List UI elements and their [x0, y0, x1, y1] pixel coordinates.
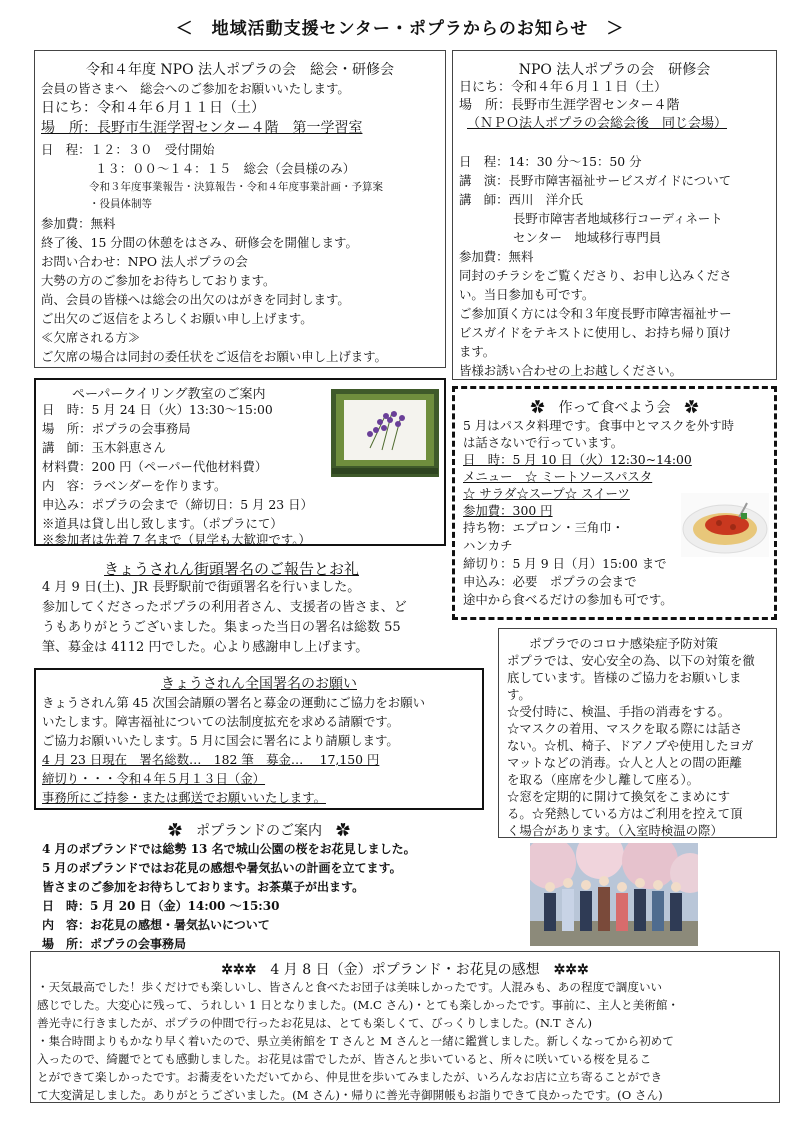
general-meeting-box — [34, 50, 446, 368]
general-meeting-title: 令和４年度 NPO 法人ポプラの会 総会・研修会 — [85, 62, 395, 78]
pl-line: 場 所：ポプラの会事務局 — [42, 937, 187, 951]
hanami-group-photo — [530, 843, 698, 946]
pr-line: 筆、募金は 4112 円でした。心より感謝申し上げます。 — [42, 640, 369, 655]
hm-line: 善光寺に行きましたが、ポプラの仲間で行ったお花見は、とても楽しくて、びっくりしました。(N.T さん) — [37, 1016, 593, 1030]
tr-line: い。当日参加も可です。 — [459, 287, 595, 302]
ck-line: 日 時：5 月 10 日（火）12:30~14:00 — [463, 452, 692, 467]
gm-agenda: 令和３年度事業報告・決算報告・令和４年度事業計画・予算案 — [89, 181, 383, 193]
ck-line: 持ち物：エプロン・三角巾・ — [463, 520, 625, 535]
hanami-box — [30, 951, 780, 1103]
pr-line: 4 月 9 日(土)、JR 長野駅前で街頭署名を行いました。 — [42, 580, 361, 595]
pq-line: いたします。障害福祉についての法制度拡充を求める請願です。 — [42, 714, 400, 729]
pl-line: 皆さまのご参加をお待ちしております。お茶菓子が出ます。 — [42, 880, 365, 894]
petition-request-box — [34, 668, 484, 810]
hm-line: とができて楽しかったです。お蕎麦をいただいてから、仲見世を歩いてみましたが、いろんなお店に立ち寄ることができ — [37, 1070, 663, 1084]
petition-report-title: きょうされん街頭署名のご報告とお礼 — [104, 560, 360, 578]
star-icon: ✲✲✲ — [539, 962, 589, 978]
co-line: マットなどの消毒。☆人と人との間の距離 — [507, 755, 742, 770]
hm-line: ・集合時間よりもかなり早く着いたので、県立美術館を T さんと M さんと一緒に鑑賞しました。新しくなってから初めて — [37, 1034, 674, 1048]
ck-line: 申込み：必要 ポプラの会まで — [463, 574, 637, 589]
ql-line: 申込み：ポプラの会まで（締切日：5 月 23 日） — [42, 497, 313, 512]
tr-line: 日 程：14：30 分～15：50 分 — [459, 154, 642, 169]
ck-line: 5 月はパスタ料理です。食事中とマスクを外す時 — [463, 418, 735, 433]
gm-agenda: ・役員体制等 — [89, 198, 152, 210]
co-line: ☆窓を定期的に開けて換気をこまめにす — [507, 789, 731, 804]
ql-line: 内 容：ラベンダーを作ります。 — [42, 478, 227, 493]
tr-line: ます。 — [459, 344, 496, 359]
gm-date: 日にち：令和４年６月１１日（土） — [41, 100, 265, 116]
co-line: ない。☆机、椅子、ドアノブや使用したヨガ — [507, 738, 754, 753]
tr-date: 日にち：令和４年６月１１日（土） — [459, 80, 668, 95]
tr-line: ご参加頂く方には令和３年度長野市障害福祉サー — [459, 306, 732, 321]
flower-icon: ✿ — [670, 400, 699, 416]
gm-line: ご欠席の場合は同封の委任状をご返信をお願い申し上げます。 — [41, 349, 387, 364]
hanami-title: 4 月 8 日（金）ポプランド・お花見の感想 — [270, 962, 540, 978]
co-line: る。☆発熱している方はご利用を控えて頂 — [507, 806, 743, 821]
gm-place: 場 所：長野市生涯学習センター４階 第一学習室 — [41, 120, 363, 136]
corona-box — [498, 628, 777, 838]
ql-line: ※道具は貸し出し致します。（ポプラにて） — [42, 516, 283, 531]
ql-line: 講 師：玉木斜恵さん — [42, 440, 166, 455]
co-line: 底しています。皆様のご協力をお願いしま — [507, 670, 742, 685]
pr-line: 参加してくださったポプラの利用者さん、支援者の皆さま、ど — [42, 600, 407, 615]
pasta-image — [681, 493, 769, 557]
tr-line: 長野市障害者地域移行コーディネート — [513, 211, 723, 226]
ql-line: 場 所：ポプラの会事務局 — [42, 421, 191, 436]
tr-line: 同封のチラシをご覧くださり、お申し込みくださ — [459, 268, 732, 283]
gm-line: 尚、会員の皆様へは総会の出欠のはがきを同封します。 — [41, 292, 350, 307]
cooking-title-row — [455, 397, 774, 417]
ck-line: 締切り：5 月 9 日（月）15:00 まで — [463, 556, 667, 571]
gm-line: ≪欠席される方≫ — [41, 330, 141, 345]
lavender-frame-image — [330, 388, 440, 478]
hm-line: 入ったので、綺麗でとても感動しました。お花見は雷でしたが、皆さんと歩いていると、所々に咲いている桜を見るこ — [37, 1052, 652, 1066]
tr-line: 講 師：西川 洋介氏 — [459, 192, 583, 207]
tr-line: センター 地域移行専門員 — [513, 230, 662, 245]
pl-line: 5 月のポプランドではお花見の感想や暑気払いの計画を立てます。 — [42, 861, 402, 875]
star-icon: ✲✲✲ — [221, 962, 271, 978]
popland-title: ポプランドのご案内 — [196, 823, 322, 839]
flower-icon: ✿ — [322, 823, 350, 839]
hm-line: ・天気最高でした！歩くだけでも楽しいし、皆さんと食べたお団子は美味しかったです。人混みも、あの程度で調度いい — [37, 980, 663, 994]
training-title: NPO 法人ポプラの会 研修会 — [518, 62, 711, 78]
petition-request-title: きょうされん全国署名のお願い — [161, 676, 357, 692]
tr-place: 場 所：長野市生涯学習センター４階 — [459, 98, 680, 113]
gm-line: 終了後、15 分間の休憩をはさみ、研修会を開催します。 — [41, 235, 358, 250]
co-line: ポプラでは、安心安全の為、以下の対策を徹 — [507, 653, 755, 668]
flower-icon: ✿ — [168, 823, 196, 839]
pq-total: 4 月 23 日現在 署名総数… 182 筆 募金… 17,150 円 — [42, 752, 380, 767]
co-line: す。 — [507, 687, 531, 702]
popland-title-row — [34, 820, 484, 840]
co-line: ☆マスクの着用、マスクを取る際には話さ — [507, 721, 743, 736]
gm-line: ご出欠のご返信をよろしくお願い申し上げます。 — [41, 311, 313, 326]
corona-title: ポプラでのコロナ感染症予防対策 — [529, 636, 718, 651]
pl-line: 日 時：5 月 20 日（金）14:00 ～15:30 — [42, 899, 280, 913]
training-box — [452, 50, 777, 380]
co-line: を取る（座席を少し離して座る）。 — [507, 772, 700, 787]
quilling-title: ペーパークイリング教室のご案内 — [72, 387, 266, 402]
ck-fee: 参加費：300 円 — [463, 503, 553, 518]
gm-line: 会員の皆さまへ 総会へのご参加をお願いいたします。 — [41, 81, 350, 96]
ck-menu: メニュー ☆ ミートソースパスタ — [463, 469, 653, 484]
gm-line: １３：００～１４：１５ 総会（会員様のみ） — [95, 161, 356, 176]
gm-line: 日 程：１２：３０ 受付開始 — [41, 142, 215, 157]
flower-icon: ✿ — [530, 400, 559, 416]
pl-line: 4 月のポプランドでは総勢 13 名で城山公園の桜をお花見しました。 — [42, 842, 416, 856]
cooking-box — [452, 386, 777, 620]
ql-line: ※参加者は先着 7 名まで（見学も大歓迎です。） — [42, 532, 311, 547]
hm-line: 感じでした。大変心に残って、うれしい 1 日となりました。(M.C さん)・とても楽しかったです。事前に、主人と美術館・ — [37, 998, 680, 1012]
pq-line: きょうされん第 45 次国会請願の署名と募金の運動にご協力をお願い — [42, 695, 425, 710]
cooking-title: 作って食べよう会 — [558, 400, 671, 416]
ck-line: は話さないで行っています。 — [463, 435, 624, 450]
gm-line: お問い合わせ：NPO 法人ポプラの会 — [41, 254, 248, 269]
pq-line: ご協力お願いいたします。5 月に国会に署名により請願します。 — [42, 733, 399, 748]
tr-line: 講 演：長野市障害福祉サービスガイドについて — [459, 173, 731, 188]
hm-line: て大変満足しました。ありがとうございました。(M さん)・帰りに善光寺御開帳もお詣りできて良かったです。(O さん) — [37, 1088, 663, 1102]
quilling-box — [34, 378, 446, 546]
hanami-title-row — [31, 959, 779, 979]
tr-line: 皆様お誘い合わせの上お越しください。 — [459, 363, 683, 378]
ck-line: ハンカチ — [463, 538, 513, 553]
pr-line: うもありがとうございました。集まった当日の署名は総数 55 — [42, 620, 401, 635]
page-header: ＜ 地域活動支援センター・ポプラからのお知らせ ＞ — [175, 19, 625, 39]
pq-line: 事務所にご持参・または郵送でお願いいたします。 — [42, 790, 326, 805]
gm-line: 大勢の方のご参加をお待ちしております。 — [41, 273, 276, 288]
ql-line: 日 時：5 月 24 日（火）13:30～15:00 — [42, 402, 273, 417]
co-line: ☆受付時に、検温、手指の消毒をする。 — [507, 704, 731, 719]
tr-place-note: （ＮＰＯ法人ポプラの会総会後 同じ会場） — [467, 116, 728, 131]
ql-line: 材料費：200 円（ペーパー代他材料費） — [42, 459, 268, 474]
gm-line: 参加費：無料 — [41, 216, 116, 231]
ck-menu: ☆ サラダ☆スープ☆ スイーツ — [463, 486, 630, 501]
tr-line: 参加費：無料 — [459, 249, 534, 264]
pq-deadline: 締切り・・・令和４年５月１３日（金） — [42, 771, 266, 786]
ck-line: 途中から食べるだけの参加も可です。 — [463, 592, 673, 607]
tr-line: ビスガイドをテキストに使用し、お持ち帰り頂け — [459, 325, 731, 340]
pl-line: 内 容：お花見の感想・暑気払いについて — [42, 918, 270, 932]
co-line: く場合があります。（入室時検温の際） — [507, 823, 723, 838]
